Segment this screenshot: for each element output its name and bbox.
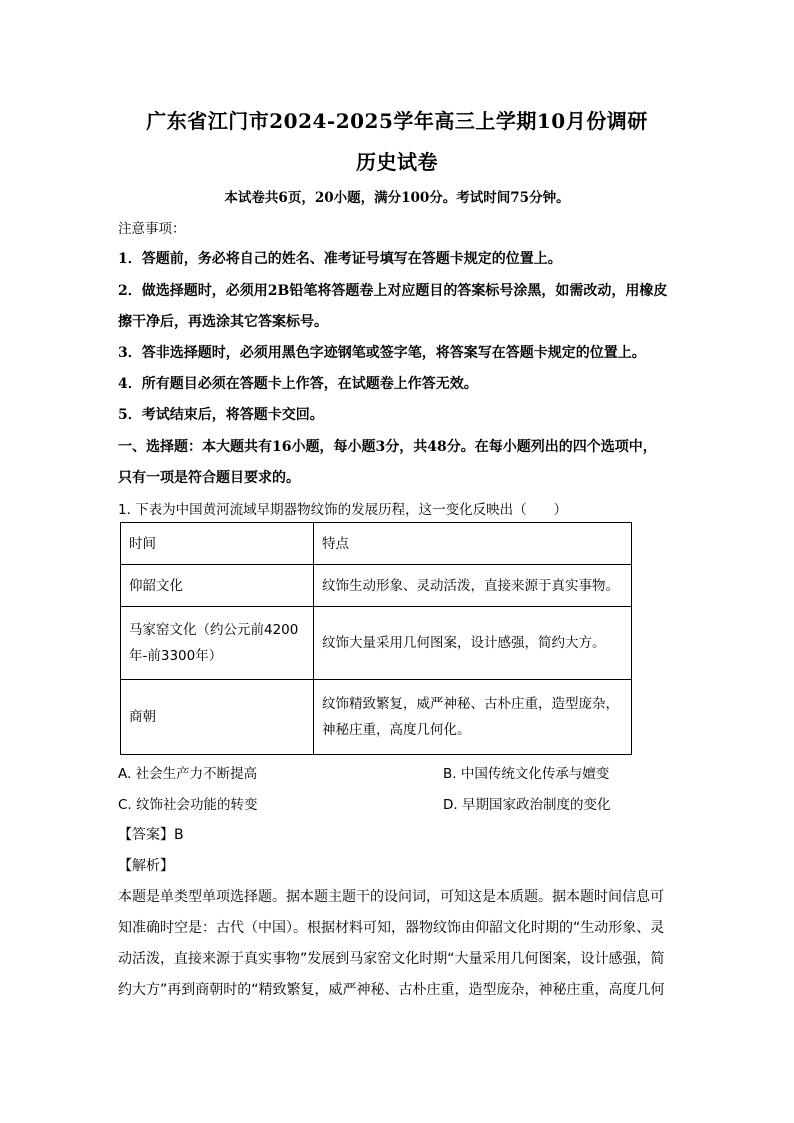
- table-header-cell: 时间: [121, 523, 314, 565]
- analysis-line-4: 约大方”再到商朝时的“精致繁复，威严神秘、古朴庄重，造型庞杂，神秘庄重，高度几何: [118, 982, 665, 998]
- exam-title: 广东省江门市2024-2025学年高三上学期10月份调研: [146, 109, 648, 133]
- table-row: [121, 565, 632, 607]
- notice-item-2: 2．做选择题时，必须用2B铅笔将答题卷上对应题目的答案标号涂黑，如需改动，用橡皮: [118, 283, 668, 299]
- notice-heading: 注意事项：: [118, 221, 186, 237]
- table-cell: 纹饰生动形象、灵动活泼，直接来源于真实事物。: [314, 565, 632, 607]
- question-stem: 1. 下表为中国黄河流域早期器物纹饰的发展历程，这一变化反映出（ ）: [118, 502, 568, 518]
- table-cell: 马家窑文化（约公元前4200年-前3300年）: [121, 607, 314, 680]
- notice-item-1: 1．答题前，务必将自己的姓名、准考证号填写在答题卡规定的位置上。: [118, 251, 562, 267]
- notice-item-4: 4．所有题目必须在答题卡上作答，在试题卷上作答无效。: [118, 376, 478, 392]
- analysis-line-2: 知准确时空是：古代（中国）。根据材料可知，器物纹饰由仰韶文化时期的“生动形象、灵: [118, 920, 665, 936]
- table-row: [121, 680, 632, 755]
- section-heading-line1: 一、选择题：本大题共有16小题，每小题3分，共48分。在每小题列出的四个选项中，: [118, 439, 657, 455]
- notice-item-5: 5．考试结束后，将答题卡交回。: [118, 407, 324, 423]
- analysis-line-3: 动活泼，直接来源于真实事物”发展到马家窑文化时期“大量采用几何图案，设计感强，简: [118, 951, 665, 967]
- table-header-cell: 特点: [314, 523, 632, 565]
- analysis-line-1: 本题是单类型单项选择题。据本题主题干的设问词，可知这是本质题。据本题时间信息可: [118, 889, 664, 905]
- option-b: B. 中国传统文化传承与嬗变: [443, 766, 610, 782]
- answer: 【答案】B: [118, 827, 184, 843]
- table-cell: 仰韶文化: [121, 565, 314, 607]
- analysis-heading: 【解析】: [118, 858, 174, 874]
- question-table: [120, 522, 632, 755]
- exam-subtitle: 历史试卷: [356, 150, 438, 174]
- option-c: C. 纹饰社会功能的转变: [118, 797, 258, 813]
- section-heading-line2: 只有一项是符合题目要求的。: [118, 470, 300, 486]
- notice-item-2-cont: 擦干净后，再选涂其它答案标号。: [118, 314, 328, 330]
- table-cell: 纹饰精致繁复，威严神秘、古朴庄重，造型庞杂，神秘庄重，高度几何化。: [314, 680, 632, 755]
- table-cell: 商朝: [121, 680, 314, 755]
- option-d: D. 早期国家政治制度的变化: [443, 797, 611, 813]
- exam-info: 本试卷共6页，20小题，满分100分。考试时间75分钟。: [224, 190, 570, 206]
- option-a: A. 社会生产力不断提高: [118, 766, 258, 782]
- table-header-row: [121, 523, 632, 565]
- table-cell: 纹饰大量采用几何图案，设计感强，简约大方。: [314, 607, 632, 680]
- notice-item-3: 3．答非选择题时，必须用黑色字迹钢笔或签字笔，将答案写在答题卡规定的位置上。: [118, 345, 646, 361]
- table-row: [121, 607, 632, 680]
